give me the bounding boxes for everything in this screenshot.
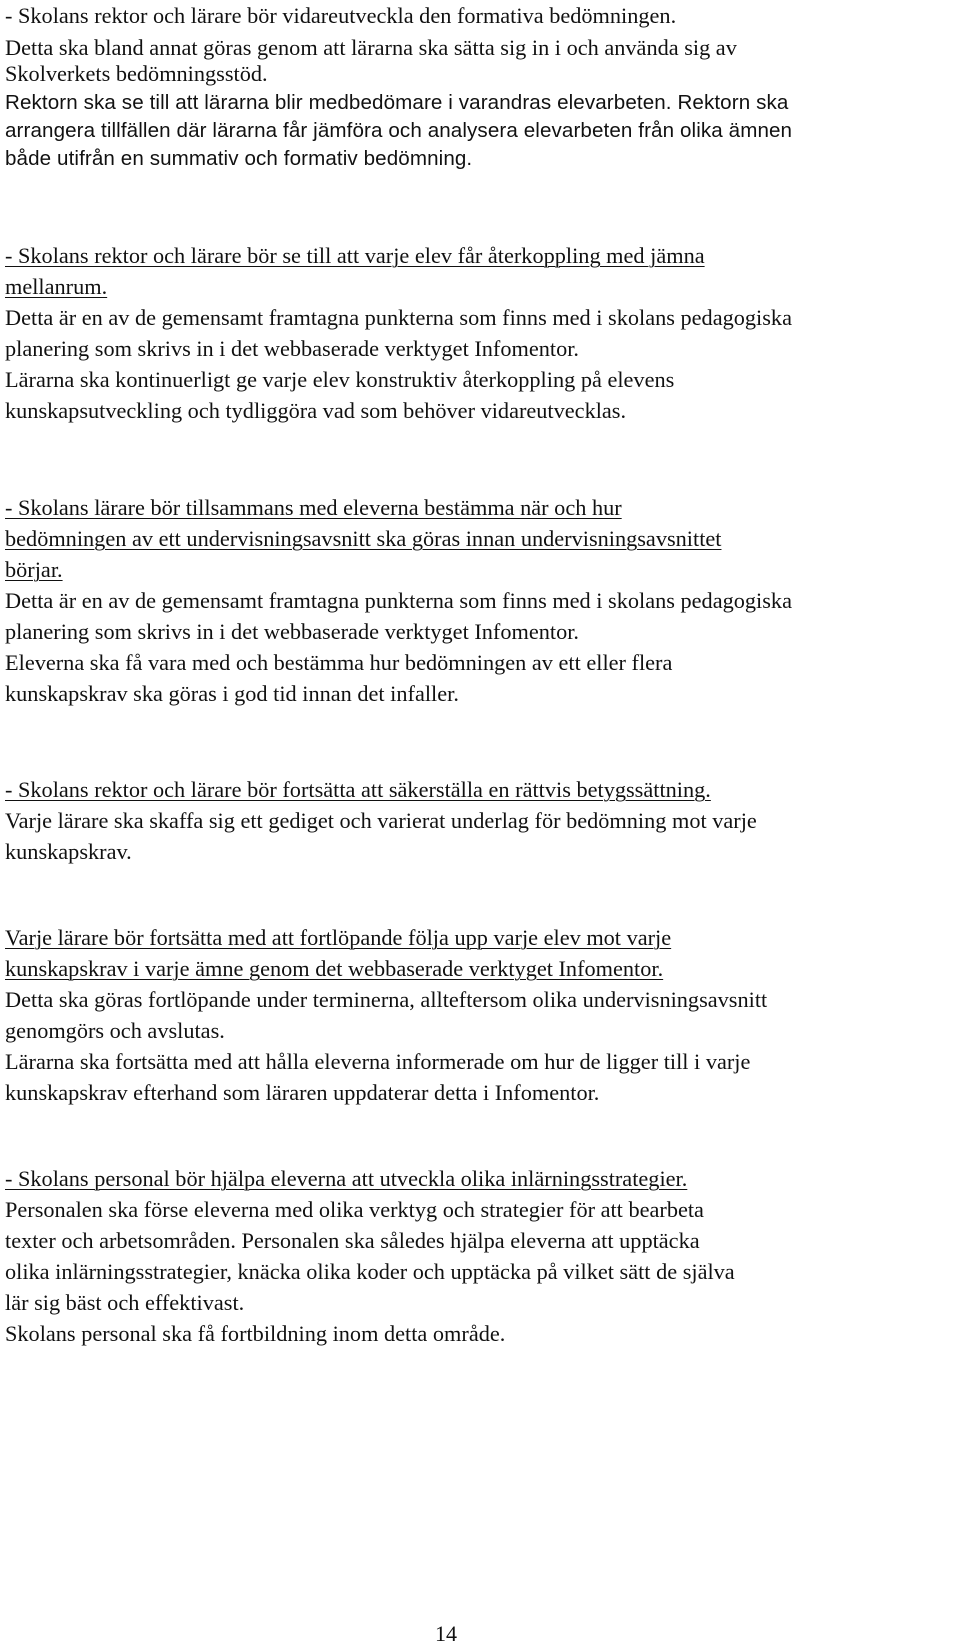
text-line: Eleverna ska få vara med och bestämma hur bedömningen av ett eller flera: [5, 650, 673, 675]
text-line: kunskapskrav efterhand som läraren uppdaterar detta i Infomentor.: [5, 1080, 600, 1105]
heading-line: - Skolans personal bör hjälpa eleverna att utveckla olika inlärningsstrategier.: [5, 1166, 688, 1191]
heading-line: kunskapskrav i varje ämne genom det webbaserade verktyget Infomentor.: [5, 956, 664, 981]
heading-line: - Skolans lärare bör tillsammans med eleverna bestämma när och hur: [5, 495, 622, 520]
text-line: Skolans personal ska få fortbildning inom detta område.: [5, 1321, 506, 1346]
text-line: både utifrån en summativ och formativ bedömning.: [5, 147, 473, 170]
heading-line: börjar.: [5, 557, 63, 582]
heading-line: mellanrum.: [5, 274, 108, 299]
text-line: planering som skrivs in i det webbaserade verktyget Infomentor.: [5, 619, 579, 644]
heading-line: - Skolans rektor och lärare bör fortsätta att säkerställa en rättvis betygssättning.: [5, 777, 711, 802]
text-line: olika inlärningsstrategier, knäcka olika koder och upptäcka på vilket sätt de själva: [5, 1259, 735, 1284]
text-line: Lärarna ska kontinuerligt ge varje elev konstruktiv återkoppling på elevens: [5, 367, 675, 392]
text-line: Detta ska bland annat göras genom att lärarna ska sätta sig in i och använda sig av: [5, 35, 737, 60]
text-line: lär sig bäst och effektivast.: [5, 1290, 245, 1315]
text-line: kunskapsutveckling och tydliggöra vad som behöver vidareutvecklas.: [5, 398, 627, 423]
text-line: arrangera tillfällen där lärarna får jämföra och analysera elevarbeten från olika ämnen: [5, 119, 793, 142]
text-line: Detta är en av de gemensamt framtagna punkterna som finns med i skolans pedagogiska: [5, 305, 792, 330]
text-line: kunskapskrav ska göras i god tid innan det infaller.: [5, 681, 459, 706]
text-line: Skolverkets bedömningsstöd.: [5, 61, 268, 86]
heading-line: - Skolans rektor och lärare bör vidareutveckla den formativa bedömningen.: [5, 3, 677, 28]
text-line: Varje lärare ska skaffa sig ett gediget och varierat underlag för bedömning mot varje: [5, 808, 757, 833]
text-line: genomgörs och avslutas.: [5, 1018, 225, 1043]
text-line: Detta ska göras fortlöpande under terminerna, allteftersom olika undervisningsavsnitt: [5, 987, 768, 1012]
text-line: Rektorn ska se till att lärarna blir medbedömare i varandras elevarbeten. Rektorn ska: [5, 91, 789, 114]
text-line: Lärarna ska fortsätta med att hålla eleverna informerade om hur de ligger till i varje: [5, 1049, 751, 1074]
text-line: kunskapskrav.: [5, 839, 132, 864]
text-line: Personalen ska förse eleverna med olika verktyg och strategier för att bearbeta: [5, 1197, 704, 1222]
page-number: 14: [435, 1621, 457, 1646]
text-line: planering som skrivs in i det webbaserade verktyget Infomentor.: [5, 336, 579, 361]
heading-line: - Skolans rektor och lärare bör se till att varje elev får återkoppling med jämna: [5, 243, 705, 268]
text-line: Detta är en av de gemensamt framtagna punkterna som finns med i skolans pedagogiska: [5, 588, 792, 613]
heading-line: Varje lärare bör fortsätta med att fortlöpande följa upp varje elev mot varje: [5, 925, 672, 950]
heading-line: bedömningen av ett undervisningsavsnitt ska göras innan undervisningsavsnittet: [5, 526, 722, 551]
text-line: texter och arbetsområden. Personalen ska således hjälpa eleverna att upptäcka: [5, 1228, 700, 1253]
document-page: [5, 0, 955, 1648]
